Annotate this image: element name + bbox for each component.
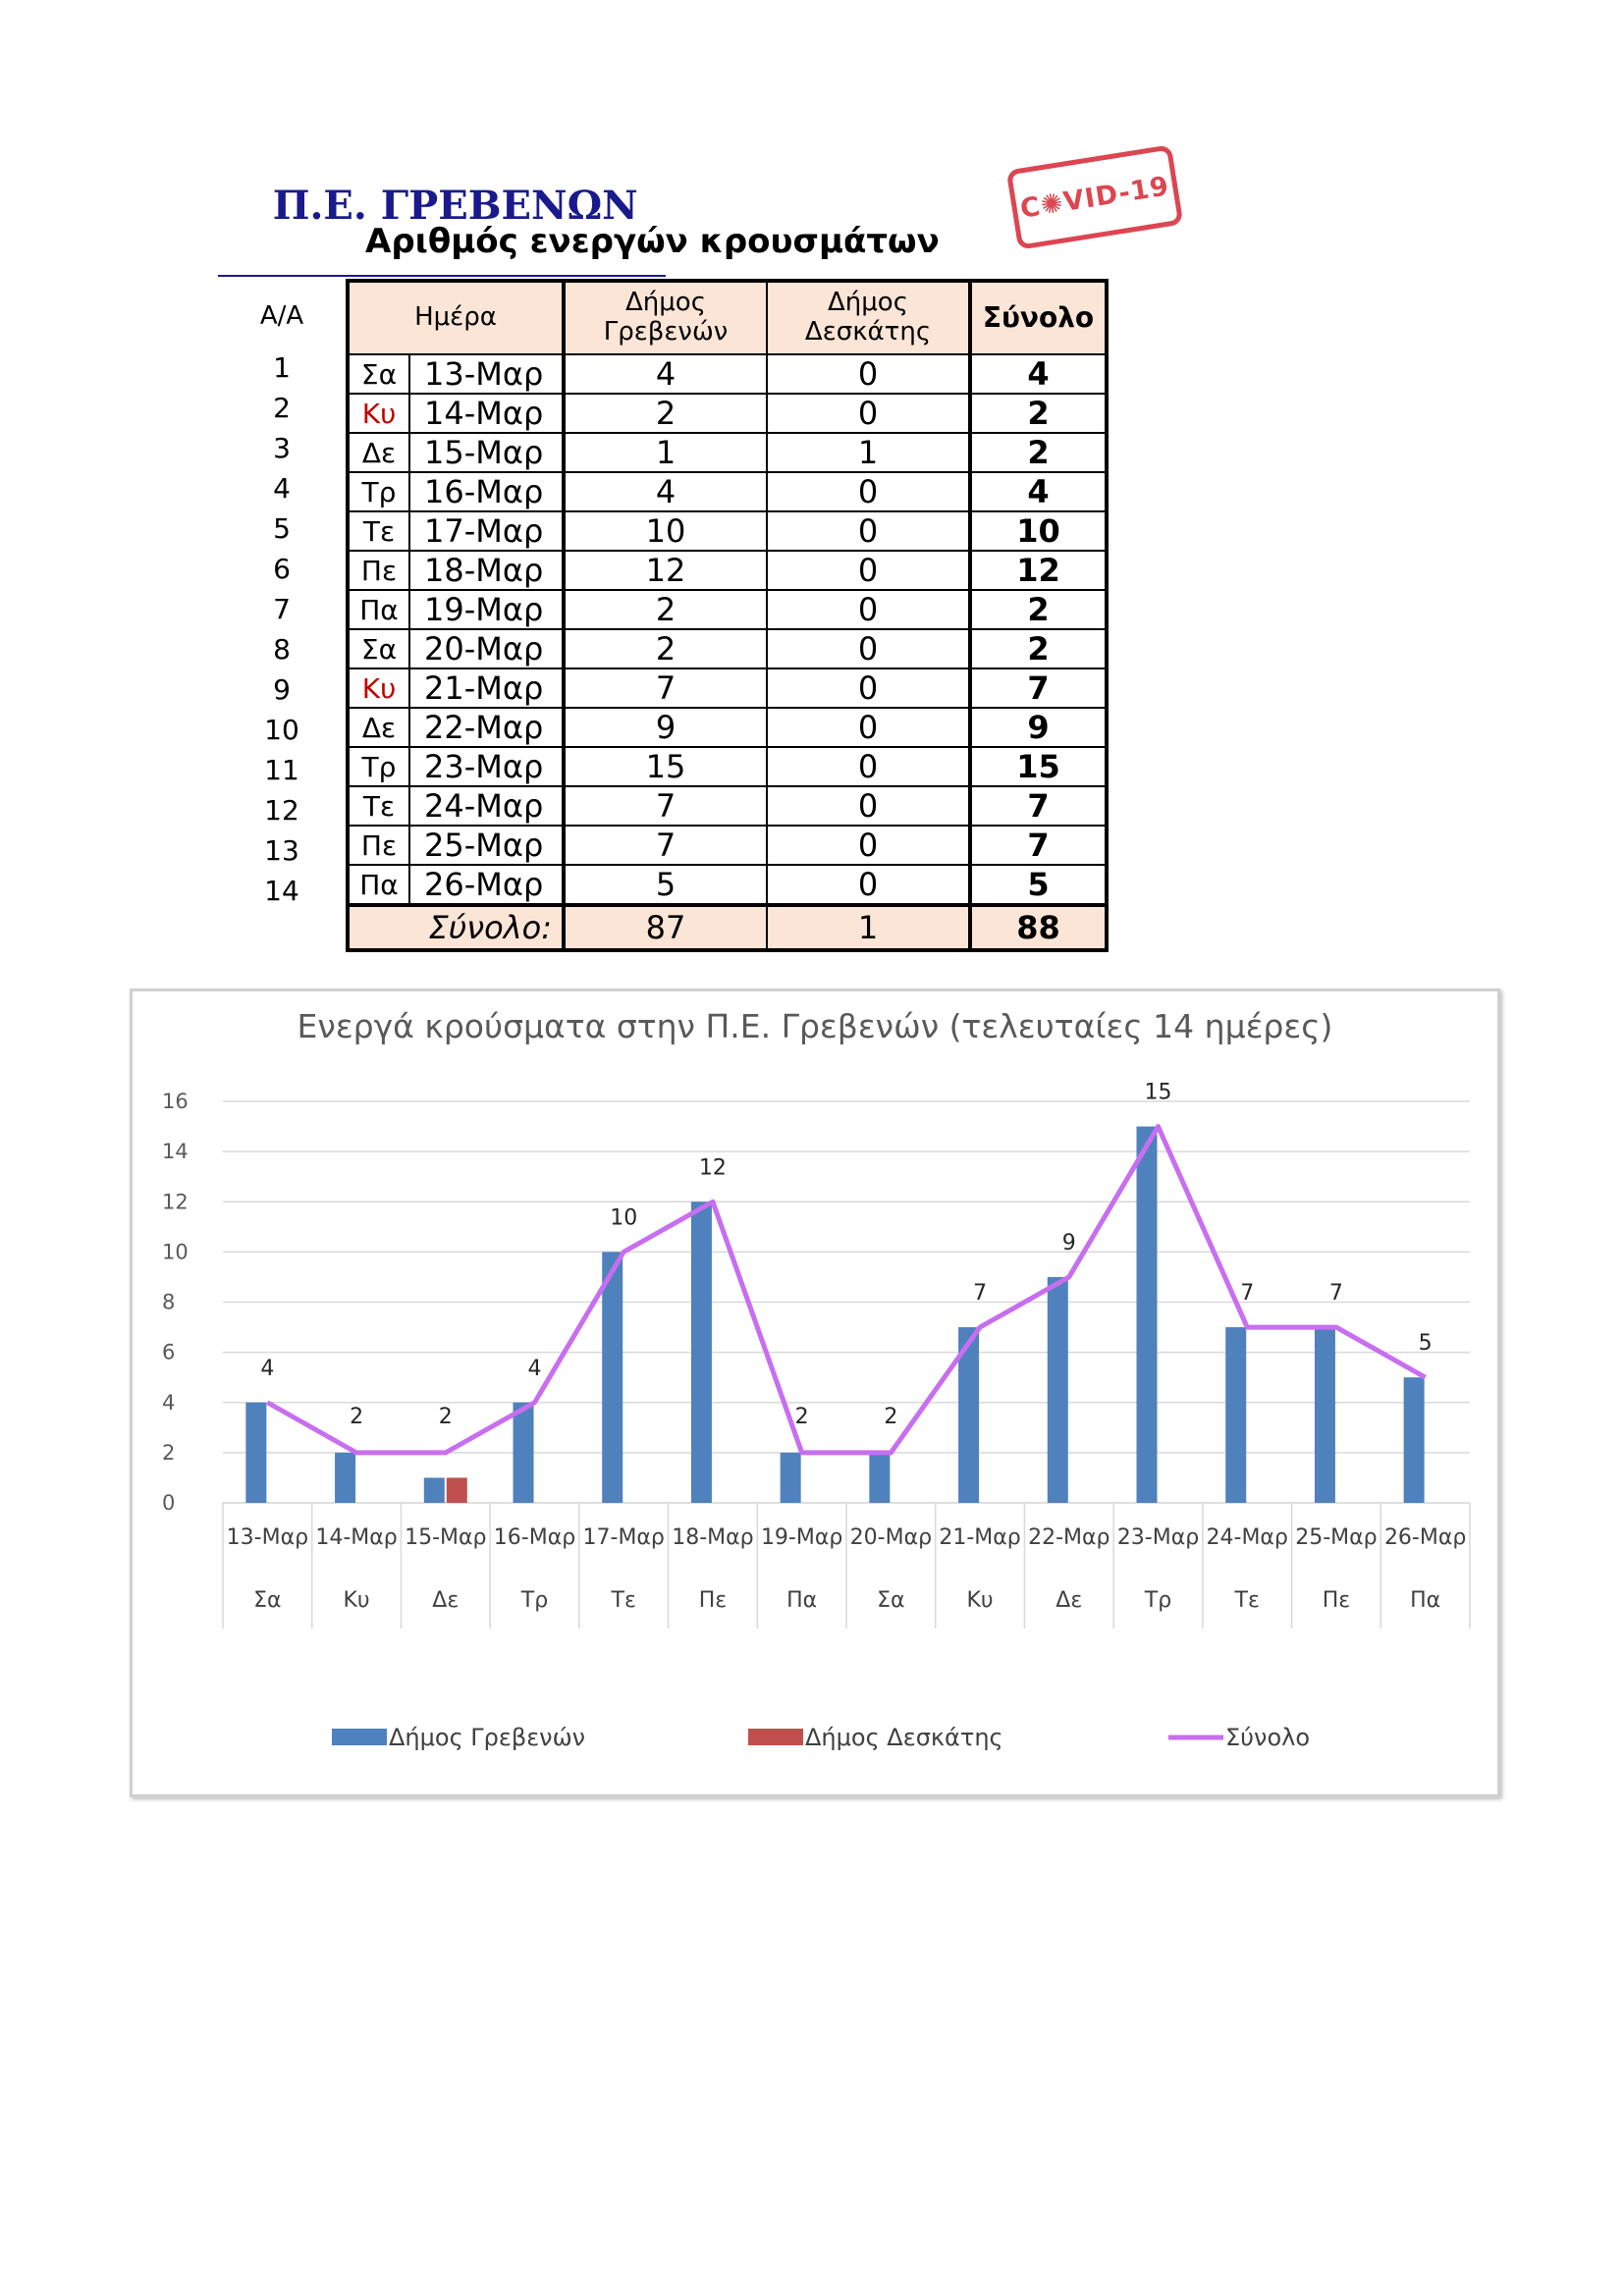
day-of-week-cell: Πε — [348, 826, 409, 865]
bar-grevena — [1225, 1327, 1246, 1503]
x-subcategory-label: Πε — [1322, 1588, 1351, 1613]
total-cell: 15 — [970, 747, 1107, 786]
day-of-week-cell: Δε — [348, 708, 409, 747]
grevena-cell: 4 — [564, 354, 767, 394]
data-label: 9 — [1061, 1230, 1076, 1255]
bar-grevena — [1137, 1127, 1158, 1503]
table-row — [348, 629, 1107, 668]
day-of-week-cell: Τε — [348, 511, 409, 551]
date-cell: 23-Μαρ — [409, 747, 564, 786]
aa-number: 2 — [273, 392, 291, 424]
bar-grevena — [602, 1252, 623, 1503]
date-cell: 24-Μαρ — [409, 786, 564, 826]
legend-label: Σύνολο — [1225, 1724, 1311, 1751]
day-of-week-cell: Τρ — [348, 472, 409, 511]
y-tick-label: 0 — [162, 1491, 176, 1515]
y-tick-label: 2 — [162, 1440, 176, 1465]
y-tick-label: 10 — [162, 1240, 189, 1264]
grevena-cell: 7 — [564, 786, 767, 826]
aa-number: 14 — [264, 875, 299, 907]
date-cell: 22-Μαρ — [409, 708, 564, 747]
x-category-label: 18-Μαρ — [672, 1525, 754, 1550]
deskati-cell: 0 — [767, 629, 970, 668]
y-tick-label: 16 — [162, 1090, 189, 1113]
aa-number: 13 — [264, 834, 299, 867]
bar-grevena — [869, 1453, 890, 1503]
x-subcategory-label: Πε — [698, 1588, 728, 1613]
bar-grevena — [1404, 1377, 1425, 1503]
day-of-week-cell: Τρ — [348, 747, 409, 786]
table-row — [348, 433, 1107, 472]
stamp-text: C✺VID-19 — [1017, 170, 1172, 225]
date-cell: 20-Μαρ — [409, 629, 564, 668]
total-cell: 10 — [970, 511, 1107, 551]
aa-number: 10 — [264, 714, 299, 746]
total-cell: 2 — [970, 394, 1107, 433]
x-category-label: 16-Μαρ — [493, 1525, 576, 1550]
data-label: 4 — [527, 1356, 542, 1381]
table-row — [348, 394, 1107, 433]
deskati-cell: 0 — [767, 472, 970, 511]
legend-label: Δήμος Δεσκάτης — [805, 1724, 1003, 1751]
x-subcategory-label: Σα — [253, 1588, 282, 1613]
y-tick-label: 14 — [162, 1140, 189, 1164]
deskati-cell: 0 — [767, 590, 970, 629]
x-subcategory-label: Δε — [1056, 1588, 1083, 1613]
legend-swatch — [332, 1729, 387, 1745]
total-cell: 4 — [970, 354, 1107, 394]
y-tick-label: 4 — [162, 1390, 176, 1415]
deskati-cell: 0 — [767, 394, 970, 433]
table-row — [348, 668, 1107, 708]
legend-swatch — [748, 1729, 803, 1745]
date-cell: 21-Μαρ — [409, 668, 564, 708]
grevena-cell: 5 — [564, 865, 767, 905]
x-category-label: 24-Μαρ — [1206, 1525, 1288, 1550]
deskati-cell: 0 — [767, 668, 970, 708]
bar-grevena — [245, 1403, 266, 1503]
grevena-cell: 10 — [564, 511, 767, 551]
date-cell: 14-Μαρ — [409, 394, 564, 433]
bar-grevena — [1315, 1327, 1335, 1503]
aa-column-header: Α/Α — [259, 301, 304, 331]
x-subcategory-label: Τε — [611, 1588, 636, 1613]
data-label: 7 — [973, 1281, 988, 1307]
x-category-label: 26-Μαρ — [1383, 1525, 1467, 1550]
col-header-day: Ημέρα — [348, 281, 564, 354]
x-category-label: 19-Μαρ — [760, 1525, 843, 1550]
grevena-cell: 7 — [564, 826, 767, 865]
aa-number: 12 — [264, 794, 299, 827]
aa-number: 11 — [264, 754, 299, 786]
col-header-total: Σύνολο — [970, 281, 1107, 354]
grevena-cell: 2 — [564, 629, 767, 668]
bar-grevena — [335, 1453, 355, 1503]
active-cases-chart — [133, 991, 1497, 1794]
x-category-label: 25-Μαρ — [1295, 1525, 1378, 1550]
date-cell: 26-Μαρ — [409, 865, 564, 905]
date-cell: 25-Μαρ — [409, 826, 564, 865]
x-subcategory-label: Τρ — [520, 1588, 549, 1613]
total-cell: 9 — [970, 708, 1107, 747]
table-row — [348, 354, 1107, 394]
date-cell: 16-Μαρ — [409, 472, 564, 511]
table-row — [348, 747, 1107, 786]
date-cell: 19-Μαρ — [409, 590, 564, 629]
active-cases-table — [346, 279, 1109, 952]
col-header-deskati: Δήμος Δεσκάτης — [767, 281, 970, 354]
grevena-cell: 12 — [564, 551, 767, 590]
total-cell: 2 — [970, 433, 1107, 472]
day-of-week-cell: Σα — [348, 629, 409, 668]
date-cell: 18-Μαρ — [409, 551, 564, 590]
chart-title: Ενεργά κρούσματα στην Π.Ε. Γρεβενών (τελευταίες 14 ημέρες) — [297, 1007, 1333, 1045]
deskati-cell: 0 — [767, 511, 970, 551]
x-subcategory-label: Κυ — [343, 1588, 370, 1613]
deskati-cell: 0 — [767, 747, 970, 786]
aa-number: 1 — [273, 351, 291, 384]
total-cell: 2 — [970, 590, 1107, 629]
deskati-cell: 0 — [767, 708, 970, 747]
footer-grevena: 87 — [564, 905, 767, 950]
date-cell: 13-Μαρ — [409, 354, 564, 394]
table-row — [348, 826, 1107, 865]
grevena-cell: 9 — [564, 708, 767, 747]
table-row — [348, 786, 1107, 826]
x-category-label: 20-Μαρ — [849, 1525, 933, 1550]
table-row — [348, 590, 1107, 629]
total-cell: 5 — [970, 865, 1107, 905]
grevena-cell: 4 — [564, 472, 767, 511]
day-of-week-cell: Πε — [348, 551, 409, 590]
total-cell: 7 — [970, 826, 1107, 865]
total-cell: 7 — [970, 786, 1107, 826]
x-subcategory-label: Τε — [1234, 1588, 1260, 1613]
day-of-week-cell: Πα — [348, 865, 409, 905]
bar-grevena — [424, 1477, 445, 1503]
table-row — [348, 472, 1107, 511]
total-cell: 7 — [970, 668, 1107, 708]
aa-number: 6 — [273, 553, 291, 585]
x-subcategory-label: Τρ — [1144, 1588, 1172, 1613]
x-category-label: 14-Μαρ — [315, 1525, 398, 1550]
data-label: 12 — [698, 1155, 727, 1181]
x-category-label: 23-Μαρ — [1116, 1525, 1200, 1550]
data-label: 2 — [438, 1404, 453, 1429]
deskati-cell: 0 — [767, 786, 970, 826]
x-subcategory-label: Δε — [432, 1588, 460, 1613]
date-cell: 15-Μαρ — [409, 433, 564, 472]
deskati-cell: 0 — [767, 865, 970, 905]
data-label: 4 — [260, 1356, 275, 1381]
grevena-cell: 1 — [564, 433, 767, 472]
x-category-label: 13-Μαρ — [226, 1525, 309, 1550]
deskati-cell: 0 — [767, 354, 970, 394]
bar-grevena — [781, 1453, 801, 1503]
covid-stamp-logo — [1006, 144, 1184, 250]
day-of-week-cell: Κυ — [348, 668, 409, 708]
footer-label: Σύνολο: — [348, 905, 564, 950]
footer-deskati: 1 — [767, 905, 970, 950]
x-subcategory-label: Σα — [877, 1588, 905, 1613]
data-label: 15 — [1144, 1080, 1172, 1105]
day-of-week-cell: Σα — [348, 354, 409, 394]
legend-label: Δήμος Γρεβενών — [389, 1724, 586, 1751]
data-label: 2 — [794, 1404, 809, 1429]
data-label: 2 — [350, 1404, 364, 1429]
day-of-week-cell: Δε — [348, 433, 409, 472]
x-category-label: 22-Μαρ — [1028, 1525, 1110, 1550]
day-of-week-cell: Πα — [348, 590, 409, 629]
aa-number: 5 — [273, 512, 291, 545]
grevena-cell: 2 — [564, 590, 767, 629]
deskati-cell: 0 — [767, 826, 970, 865]
bar-grevena — [1048, 1277, 1068, 1503]
x-category-label: 21-Μαρ — [939, 1525, 1021, 1550]
y-tick-label: 12 — [162, 1190, 189, 1214]
deskati-cell: 1 — [767, 433, 970, 472]
x-subcategory-label: Πα — [786, 1588, 818, 1613]
day-of-week-cell: Κυ — [348, 394, 409, 433]
x-subcategory-label: Κυ — [966, 1588, 994, 1613]
data-label: 7 — [1240, 1281, 1255, 1307]
aa-number: 3 — [273, 432, 291, 464]
page-title-text: Π.Ε. ΓΡΕΒΕΝΩΝ — [244, 183, 666, 229]
total-cell: 12 — [970, 551, 1107, 590]
aa-number: 8 — [273, 633, 291, 666]
total-cell: 4 — [970, 472, 1107, 511]
bar-grevena — [691, 1201, 712, 1503]
bar-deskati — [447, 1477, 467, 1503]
x-category-label: 15-Μαρ — [405, 1525, 487, 1550]
deskati-cell: 0 — [767, 551, 970, 590]
footer-total: 88 — [970, 905, 1107, 950]
table-row — [348, 708, 1107, 747]
grevena-cell: 15 — [564, 747, 767, 786]
y-tick-label: 8 — [162, 1290, 176, 1314]
chart-frame — [130, 988, 1500, 1797]
bar-grevena — [514, 1403, 534, 1503]
x-category-label: 17-Μαρ — [582, 1525, 665, 1550]
day-of-week-cell: Τε — [348, 786, 409, 826]
table-row — [348, 511, 1107, 551]
data-label: 7 — [1328, 1281, 1343, 1307]
data-label: 10 — [610, 1205, 638, 1231]
table-row — [348, 551, 1107, 590]
grevena-cell: 7 — [564, 668, 767, 708]
col-header-grevena: Δήμος Γρεβενών — [564, 281, 767, 354]
data-label: 2 — [884, 1404, 898, 1429]
table-title: Αριθμός ενεργών κρουσμάτων — [365, 222, 940, 261]
data-label: 5 — [1418, 1331, 1433, 1357]
x-subcategory-label: Πα — [1410, 1588, 1441, 1613]
table-row — [348, 865, 1107, 905]
total-cell: 2 — [970, 629, 1107, 668]
y-tick-label: 6 — [162, 1340, 176, 1364]
date-cell: 17-Μαρ — [409, 511, 564, 551]
aa-number: 4 — [273, 472, 291, 505]
grevena-cell: 2 — [564, 394, 767, 433]
aa-number: 9 — [273, 673, 291, 706]
aa-number: 7 — [273, 593, 291, 625]
title-underline — [218, 275, 666, 277]
